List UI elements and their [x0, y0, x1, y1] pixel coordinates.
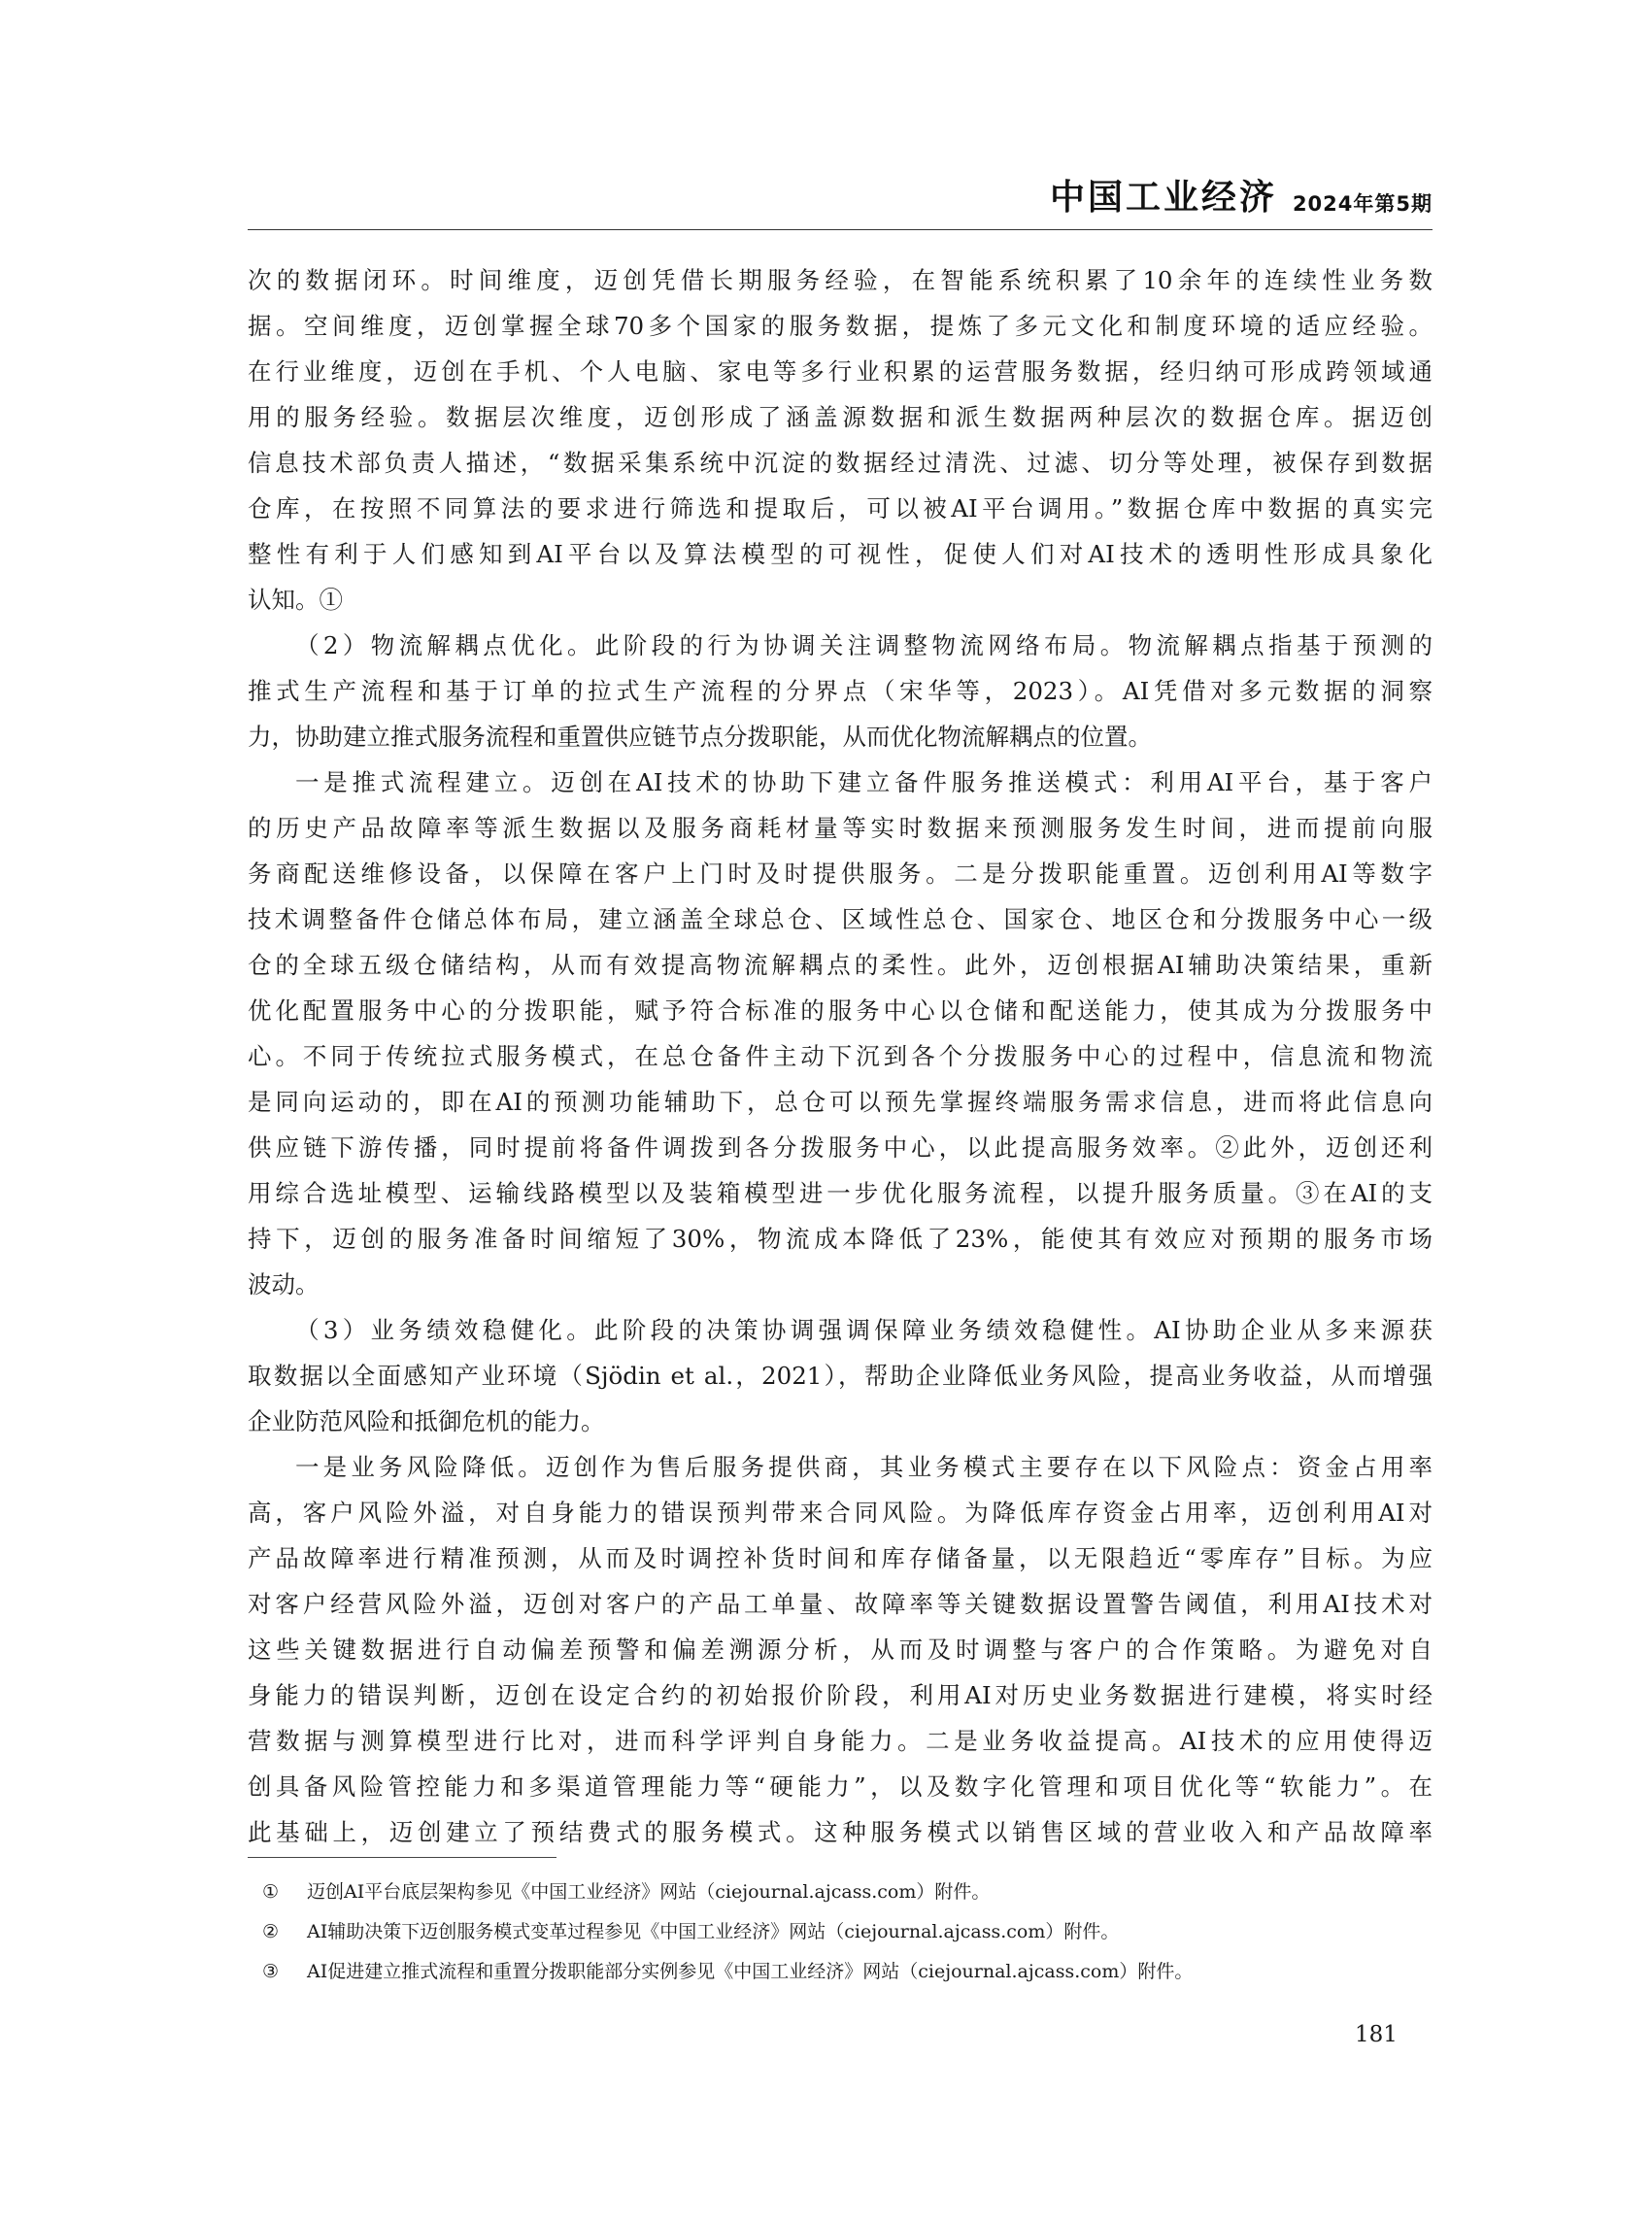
text-line: 心。不同于传统拉式服务模式，在总仓备件主动下沉到各个分拨服务中心的过程中，信息流和物流 [248, 1042, 1433, 1070]
footnote [262, 1872, 1418, 1912]
text-line: 身能力的错误判断，迈创在设定合约的初始报价阶段，利用AI对历史业务数据进行建模，将实时经 [248, 1681, 1433, 1709]
text-line: 技术调整备件仓储总体布局，建立涵盖全球总仓、区域性总仓、国家仓、地区仓和分拨服务中心一级 [248, 905, 1433, 933]
text-line: 的历史产品故障率等派生数据以及服务商耗材量等实时数据来预测服务发生时间，进而提前向服 [248, 814, 1433, 842]
text-line: （2）物流解耦点优化。此阶段的行为协调关注调整物流网络布局。物流解耦点指基于预测的 [295, 631, 1433, 659]
footnote-marker: ③ [262, 1961, 280, 1982]
text-line: 在行业维度，迈创在手机、个人电脑、家电等多行业积累的运营服务数据，经归纳可形成跨领域通 [248, 357, 1433, 386]
text-line: 是同向运动的，即在AI的预测功能辅助下，总仓可以预先掌握终端服务需求信息，进而将此信息向 [248, 1088, 1433, 1116]
footnote-text: AI辅助决策下迈创服务模式变革过程参见《中国工业经济》网站（ciejournal.ajcass.com）附件。 [307, 1921, 1120, 1942]
text-line: 力，协助建立推式服务流程和重置供应链节点分拨职能，从而优化物流解耦点的位置。 [248, 723, 1152, 751]
footnote [262, 1952, 1418, 1992]
text-line: 持下，迈创的服务准备时间缩短了30%，物流成本降低了23%，能使其有效应对预期的服务市场 [248, 1225, 1433, 1253]
footnote-text: 迈创AI平台底层架构参见《中国工业经济》网站（ciejournal.ajcass.com）附件。 [307, 1881, 991, 1903]
text-line: 认知。① [248, 586, 343, 614]
text-line: 次的数据闭环。时间维度，迈创凭借长期服务经验，在智能系统积累了10余年的连续性业务数 [248, 266, 1433, 294]
footnote-divider [248, 1857, 556, 1858]
text-line: 用综合选址模型、运输线路模型以及装箱模型进一步优化服务流程，以提升服务质量。③在AI的支 [248, 1179, 1433, 1207]
footnote [262, 1912, 1418, 1952]
text-line: 高，客户风险外溢，对自身能力的错误预判带来合同风险。为降低库存资金占用率，迈创利用AI对 [248, 1499, 1433, 1527]
text-line: 供应链下游传播，同时提前将备件调拨到各分拨服务中心，以此提高服务效率。②此外，迈创还利 [248, 1133, 1433, 1162]
text-line: 企业防范风险和抵御危机的能力。 [248, 1407, 605, 1435]
footnotes [262, 1872, 1418, 1992]
text-line: 务商配送维修设备，以保障在客户上门时及时提供服务。二是分拨职能重置。迈创利用AI等数字 [248, 860, 1433, 888]
text-line: 用的服务经验。数据层次维度，迈创形成了涵盖源数据和派生数据两种层次的数据仓库。据迈创 [248, 403, 1433, 431]
text-line: 推式生产流程和基于订单的拉式生产流程的分界点（宋华等，2023）。AI凭借对多元数据的洞察 [248, 677, 1433, 705]
text-line: 信息技术部负责人描述，“数据采集系统中沉淀的数据经过清洗、过滤、切分等处理，被保存到数据 [248, 449, 1433, 477]
text-line: 一是推式流程建立。迈创在AI技术的协助下建立备件服务推送模式：利用AI平台，基于客户 [295, 768, 1433, 796]
text-line: 取数据以全面感知产业环境（Sjödin et al.，2021），帮助企业降低业务风险，提高业务收益，从而增强 [248, 1362, 1433, 1390]
text-line: 优化配置服务中心的分拨职能，赋予符合标准的服务中心以仓储和配送能力，使其成为分拨服务中 [248, 996, 1433, 1025]
journal-title: 中国工业经济 [1049, 178, 1277, 218]
text-line: 整性有利于人们感知到AI平台以及算法模型的可视性，促使人们对AI技术的透明性形成具象化 [248, 540, 1433, 568]
text-line: 这些关键数据进行自动偏差预警和偏差溯源分析，从而及时调整与客户的合作策略。为避免对自 [248, 1636, 1433, 1664]
page-header [248, 178, 1433, 227]
footnote-text: AI促进建立推式流程和重置分拨职能部分实例参见《中国工业经济》网站（ciejournal.ajcass.com）附件。 [307, 1961, 1194, 1982]
text-line: 产品故障率进行精准预测，从而及时调控补货时间和库存储备量，以无限趋近“零库存”目标。为应 [248, 1544, 1433, 1572]
footnote-marker: ② [262, 1921, 280, 1942]
text-line: 营数据与测算模型进行比对，进而科学评判自身能力。二是业务收益提高。AI技术的应用使得迈 [248, 1727, 1433, 1755]
text-line: 一是业务风险降低。迈创作为售后服务提供商，其业务模式主要存在以下风险点：资金占用率 [295, 1453, 1433, 1481]
issue-label: 2024年第5期 [1292, 192, 1433, 216]
page-number: 181 [1355, 2022, 1398, 2047]
body-text [248, 257, 1433, 1855]
header-divider [248, 229, 1433, 230]
footnote-marker: ① [262, 1881, 280, 1903]
text-line: 此基础上，迈创建立了预结费式的服务模式。这种服务模式以销售区域的营业收入和产品故障率 [248, 1818, 1433, 1846]
text-line: 仓的全球五级仓储结构，从而有效提高物流解耦点的柔性。此外，迈创根据AI辅助决策结果，重新 [248, 951, 1433, 979]
text-line: 对客户经营风险外溢，迈创对客户的产品工单量、故障率等关键数据设置警告阈值，利用AI技术对 [248, 1590, 1433, 1618]
text-line: （3）业务绩效稳健化。此阶段的决策协调强调保障业务绩效稳健性。AI协助企业从多来源获 [295, 1316, 1433, 1344]
text-line: 据。空间维度，迈创掌握全球70多个国家的服务数据，提炼了多元文化和制度环境的适应经验。 [248, 312, 1433, 340]
text-line: 创具备风险管控能力和多渠道管理能力等“硬能力”，以及数字化管理和项目优化等“软能力”。在 [248, 1772, 1433, 1801]
text-line: 仓库，在按照不同算法的要求进行筛选和提取后，可以被AI平台调用。”数据仓库中数据的真实完 [248, 494, 1433, 523]
text-line: 波动。 [248, 1270, 320, 1298]
